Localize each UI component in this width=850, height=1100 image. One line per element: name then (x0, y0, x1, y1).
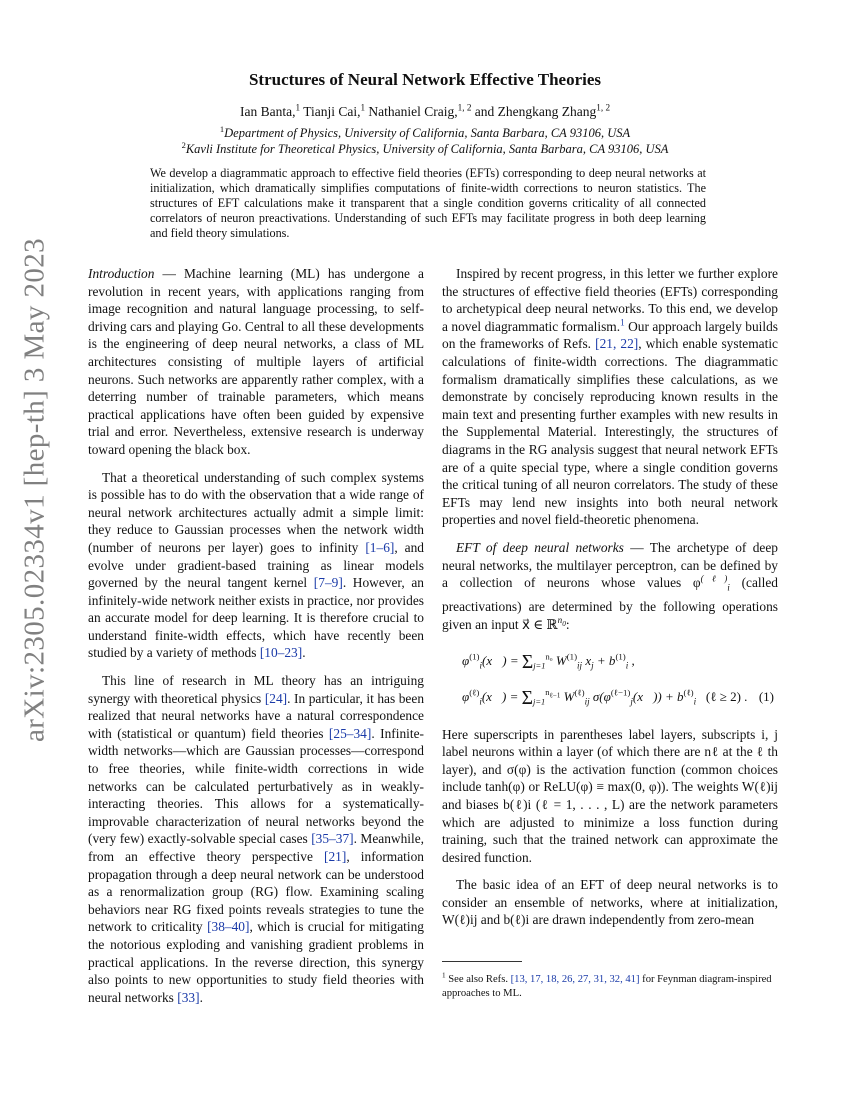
author-affil-mark: 1 (360, 102, 366, 113)
citation-link[interactable]: [33] (177, 989, 200, 1005)
citation-link[interactable]: [10–23] (259, 645, 303, 661)
text-run: . Meanwhile, from an effective theory perspective (88, 831, 425, 864)
equation-line-1: $\varphi^{(1)}_i(x⃗) = \Sigma_{j=1}^{n_0}$ $W^{(1)}_{ij}$ $x_j + b^{(1)}_i$ , (462, 651, 635, 673)
footnote-divider (442, 961, 522, 962)
text-run: , and evolve under gradient-based training as linear models governed by the neural tangent kernel (88, 539, 425, 591)
equation-block (442, 644, 778, 716)
section-runin-heading: Introduction (88, 266, 155, 281)
author-affil-mark: 1 (295, 102, 301, 113)
arxiv-side-label (14, 237, 56, 743)
text-run: — The archetype of deep neural networks, the multilayer perceptron, can be defined by a collection of neurons whose values φ (442, 539, 778, 591)
text-run: . In particular, it has been realized that neural networks have a natural correspondence with (statistical or quantum) field theories (88, 690, 425, 741)
text-run: , which is crucial for mitigating the notorious exploding and vanishing gradient problems in practical applications. In the reverse direction, this synergy also points to new opportunities to study field theories with neural networks (88, 919, 424, 1005)
text-run: Inspired by recent progress, in this letter we further explore the structures of effective field theories (EFTs) corresponding to archetypical deep neural networks. To this end, we develop a novel diagrammatic formalism. (442, 266, 778, 334)
arxiv-identifier: arXiv:2305.02334v1 [hep-th] 3 May 2023 (18, 237, 51, 743)
footnote-marker[interactable]: 1 (620, 317, 625, 328)
citation-link[interactable]: [13, 17, 18, 26, 27, 31, 32, 41] (510, 974, 640, 985)
affiliation-2 (0, 139, 850, 157)
affiliation-mark: 1 (219, 123, 225, 134)
author-name: Ian Banta, (239, 104, 296, 119)
equation-number: (1) (758, 688, 774, 704)
paragraph (88, 469, 424, 663)
footnote-mark: 1 (442, 971, 446, 980)
paragraph-text: — Machine learning (ML) has undergone a revolution in recent years, with applications ranging from image recognition and natural language processing, to self-driving cars and playing Go. Central to all these developments is the engineering of deep neural networks, a class of ML architectures consisting of multiple layers of artificial neurons. Such networks are apparently rather complex, with a deterring number of trainable parameters, which means practical applications have often been guided by expensive trial and error. Nevertheless, extensive research is underway toward opening the black box. (88, 266, 424, 457)
text-run: That a theoretical understanding of such complex systems is possible has to do with the observation that a wide range of neural network architectures actually admit a simple limit: they reduce to Gaussian processes when the network width (number of neurons per layer) goes to infinity (88, 469, 424, 555)
paper-title: Structures of Neural Network Effective Theories (248, 70, 602, 89)
paragraph: EFT of deep neural networks — The archetype of deep neural networks, the multilayer perceptron, can be defined by a collection of neurons whose values $\varphi^{(\ell)}_i$ (called preactivations) are determined by the following operations given an input x⃗ ∈ ℝ$^{n_0}$: (442, 539, 778, 632)
text-run: . Infinite-width networks—which are Gaussian processes—correspond to free theories, while finite-width corrections in wide networks can be calculated perturbatively as in weakly-interacting theories. This allows for a systematically-improvable characterization of neural networks beyond the (very few) exactly-solvable special cases (88, 725, 424, 847)
citation-link[interactable]: [38–40] (207, 919, 250, 935)
footnote (442, 973, 778, 1000)
citation-link[interactable]: [1–6] (365, 539, 395, 555)
affiliation-text: Department of Physics, University of California, Santa Barbara, CA 93106, USA (224, 126, 631, 140)
text-run: , which enable systematic calculations of finite-width corrections. The diagrammatic formalism dramatically simplifies these calculations, as we demonstrate by concisely reproducing known results in the main text and presenting further examples with new results in the Supplemental Material. Interestingly, the structures of diagrams in the RG analysis suggest that neural network EFTs are of a quite special type, where a single condition governs the critical tuning of all neuron correlators. The study of these EFTs may lend new insights into both neural network properties and novel field-theoretic phenomena. (442, 336, 778, 528)
affiliation-text: Kavli Institute for Theoretical Physics, University of California, Santa Barbara, CA 93106, USA (185, 142, 669, 156)
paragraph: The basic idea of an EFT of deep neural networks is to consider an ensemble of networks, where at initialization, W(ℓ)ij and b(ℓ)i are drawn independently from zero-mean (442, 877, 778, 928)
equation-line-2: $\varphi^{(\ell)}_i(x⃗) = \Sigma_{j=1}^{n_{\ell-1}}$ $W^{(\ell)}_{ij}$ $\sigma(\varphi^{(\ell-1)}_j(x⃗)) + b^{(\ell)}_i$ (ℓ ≥ 2) . (1) (462, 687, 774, 709)
text-run: (called preactivations) are determined by the following operations given an input x⃗ ∈ ℝ (442, 575, 778, 632)
text-run: This line of research in ML theory has an intriguing synergy with theoretical physics (88, 673, 424, 706)
citation-link[interactable]: [7–9] (313, 575, 343, 591)
author-affil-mark: 1, 2 (457, 102, 472, 113)
citation-link[interactable]: [24] (264, 690, 288, 706)
author-affil-mark: 1, 2 (596, 102, 611, 113)
text-run: for Feynman diagram-inspired approaches to ML. (442, 974, 772, 999)
author-name: and Zhengkang Zhang (474, 104, 597, 119)
paragraph: Here superscripts in parentheses label layers, subscripts i, j label neurons within a layer (of which there are nℓ at the ℓ th layer), and σ(φ) is the activation function (common choices include tanh(φ) or ReLU(φ) ≡ max(0, φ)). The weights W(ℓ)ij and biases b(ℓ)i (ℓ = 1, . . . , L) are the network parameters which are adjusted to minimize a loss function during training, such that the trained network can approximate the desired function. (442, 726, 778, 865)
section-runin-heading: EFT of deep neural networks (456, 539, 624, 555)
citation-link[interactable]: [25–34] (328, 725, 372, 741)
text-run: , information propagation through a deep neural network can be understood as a renormalization group (RG) flow. Examining scaling behaviors near RG fixed points reveals strategies to tune the network to criticality (88, 849, 424, 935)
intro-paragraph (88, 265, 424, 459)
text-run: . However, an infinitely-wide network neither exists in practice, nor provides an accurate model for deep learning. It is therefore crucial to understand finite-width effects, which have recently been studied by a variety of methods (88, 575, 424, 661)
citation-link[interactable]: [21, 22] (595, 336, 639, 352)
text-run: See also Refs. (448, 974, 511, 985)
abstract: We develop a diagrammatic approach to effective field theories (EFTs) corresponding to deep neural networks at initialization, which dramatically simplifies computations of finite-width corrections to neuron statistics. The structures of EFT calculations make it transparent that a single condition governs criticality of all connected correlators of neuron preactivations. Understanding of such EFTs may facilitate progress in both deep learning and field theory simulations. (150, 166, 706, 240)
author-list (0, 104, 850, 120)
right-column (442, 265, 778, 939)
affiliation-1 (0, 123, 850, 141)
citation-link[interactable]: [21] (324, 849, 347, 864)
author-name: Tianji Cai, (303, 104, 361, 119)
paragraph (88, 672, 424, 1006)
text-run: . (302, 645, 306, 661)
author-name: Nathaniel Craig, (368, 104, 458, 119)
paragraph (442, 265, 778, 529)
text-run: : (565, 616, 570, 632)
text-run: Our approach largely builds on the frameworks of Refs. (442, 318, 778, 352)
text-run: . (199, 989, 203, 1005)
left-column (88, 265, 424, 1016)
citation-link[interactable]: [35–37] (311, 831, 354, 847)
affiliation-mark: 2 (181, 139, 186, 150)
